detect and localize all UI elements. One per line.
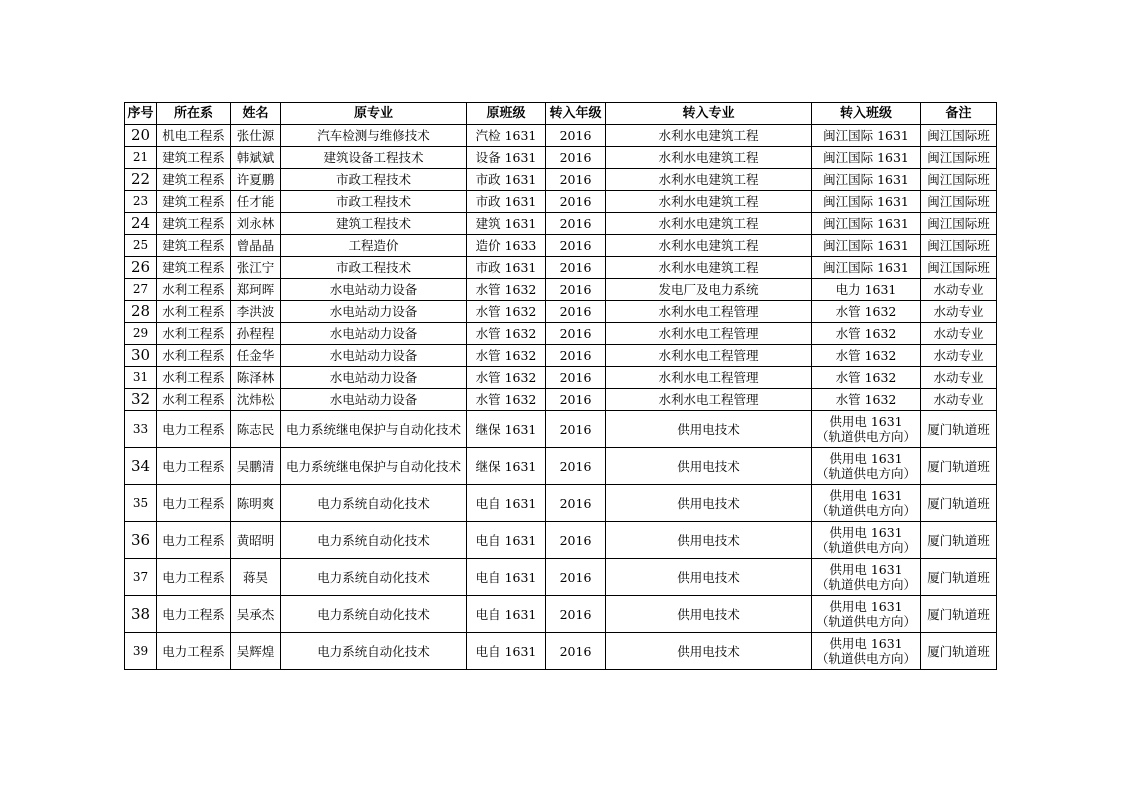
table-row: [125, 213, 997, 235]
row-note: 厦门轨道班: [921, 559, 997, 596]
row-note: 闽江国际班: [921, 191, 997, 213]
row-new-major: 水利水电工程管理: [606, 301, 812, 323]
row-orig-major: 电力系统自动化技术: [281, 596, 467, 633]
row-new-major: 供用电技术: [606, 596, 812, 633]
row-note: 水动专业: [921, 279, 997, 301]
row-note: 厦门轨道班: [921, 411, 997, 448]
row-new-class: [812, 559, 921, 596]
row-seq: 39: [125, 633, 157, 670]
row-new-major: 供用电技术: [606, 559, 812, 596]
row-new-major: 供用电技术: [606, 411, 812, 448]
row-note: 闽江国际班: [921, 213, 997, 235]
row-orig-class: 电自 1631: [467, 559, 546, 596]
row-orig-class: 市政 1631: [467, 169, 546, 191]
row-seq: 33: [125, 411, 157, 448]
row-new-major: 水利水电建筑工程: [606, 235, 812, 257]
row-orig-major: 汽车检测与维修技术: [281, 125, 467, 147]
row-orig-major: 市政工程技术: [281, 191, 467, 213]
row-seq: 32: [125, 389, 157, 411]
row-seq: 31: [125, 367, 157, 389]
row-dept: 建筑工程系: [157, 191, 231, 213]
row-orig-major: 水电站动力设备: [281, 389, 467, 411]
row-new-class: 闽江国际 1631: [812, 235, 921, 257]
row-name: 李洪波: [231, 301, 281, 323]
row-dept: 电力工程系: [157, 485, 231, 522]
row-seq: 28: [125, 301, 157, 323]
row-orig-class: 电自 1631: [467, 596, 546, 633]
row-seq: 24: [125, 213, 157, 235]
row-seq: 23: [125, 191, 157, 213]
row-note: 闽江国际班: [921, 147, 997, 169]
row-name: 许夏鹏: [231, 169, 281, 191]
row-name: 吴承杰: [231, 596, 281, 633]
row-new-class: [812, 448, 921, 485]
table-row: [125, 169, 997, 191]
row-orig-class: 水管 1632: [467, 279, 546, 301]
row-grade: 2016: [546, 257, 606, 279]
table-row: [125, 257, 997, 279]
new-class-direction: （轨道供电方向）: [815, 651, 916, 666]
table-row: [125, 448, 997, 485]
table-row: [125, 345, 997, 367]
row-orig-major: 水电站动力设备: [281, 323, 467, 345]
row-grade: 2016: [546, 559, 606, 596]
row-orig-class: 继保 1631: [467, 411, 546, 448]
row-note: 厦门轨道班: [921, 633, 997, 670]
row-name: 韩斌斌: [231, 147, 281, 169]
new-class-direction: （轨道供电方向）: [815, 540, 916, 555]
row-seq: 38: [125, 596, 157, 633]
row-seq: 22: [125, 169, 157, 191]
row-new-class: 水管 1632: [812, 367, 921, 389]
row-dept: 电力工程系: [157, 633, 231, 670]
new-class-direction: （轨道供电方向）: [815, 429, 916, 444]
row-seq: 25: [125, 235, 157, 257]
row-seq: 34: [125, 448, 157, 485]
table-row: [125, 633, 997, 670]
table-row: [125, 235, 997, 257]
row-new-major: 水利水电建筑工程: [606, 169, 812, 191]
row-new-major: 水利水电建筑工程: [606, 213, 812, 235]
new-class-main: 供用电 1631: [829, 451, 903, 466]
row-dept: 电力工程系: [157, 411, 231, 448]
row-dept: 水利工程系: [157, 301, 231, 323]
new-class-main: 供用电 1631: [829, 414, 903, 429]
table-row: [125, 559, 997, 596]
row-orig-class: 电自 1631: [467, 485, 546, 522]
row-new-major: 供用电技术: [606, 633, 812, 670]
row-grade: 2016: [546, 596, 606, 633]
row-orig-class: 水管 1632: [467, 323, 546, 345]
row-grade: 2016: [546, 279, 606, 301]
table-row: [125, 596, 997, 633]
row-orig-class: 水管 1632: [467, 367, 546, 389]
row-orig-major: 电力系统继电保护与自动化技术: [281, 411, 467, 448]
row-new-major: 供用电技术: [606, 522, 812, 559]
row-orig-class: 水管 1632: [467, 389, 546, 411]
row-name: 任才能: [231, 191, 281, 213]
row-orig-major: 建筑工程技术: [281, 213, 467, 235]
row-name: 黄昭明: [231, 522, 281, 559]
row-new-class: 闽江国际 1631: [812, 213, 921, 235]
header-name: 姓名: [231, 103, 281, 125]
header-note: 备注: [921, 103, 997, 125]
row-new-class: 水管 1632: [812, 301, 921, 323]
row-note: 厦门轨道班: [921, 522, 997, 559]
row-grade: 2016: [546, 448, 606, 485]
row-dept: 建筑工程系: [157, 169, 231, 191]
row-name: 张仕源: [231, 125, 281, 147]
row-seq: 35: [125, 485, 157, 522]
row-new-major: 水利水电建筑工程: [606, 257, 812, 279]
row-new-class: [812, 596, 921, 633]
row-orig-class: 市政 1631: [467, 191, 546, 213]
row-new-class: 水管 1632: [812, 345, 921, 367]
row-name: 沈炜松: [231, 389, 281, 411]
row-note: 水动专业: [921, 345, 997, 367]
row-name: 吴鹏清: [231, 448, 281, 485]
row-note: 厦门轨道班: [921, 448, 997, 485]
row-note: 闽江国际班: [921, 125, 997, 147]
row-seq: 30: [125, 345, 157, 367]
table-row: [125, 125, 997, 147]
row-grade: 2016: [546, 169, 606, 191]
row-new-major: 水利水电工程管理: [606, 345, 812, 367]
row-note: 闽江国际班: [921, 235, 997, 257]
row-name: 陈泽林: [231, 367, 281, 389]
row-dept: 电力工程系: [157, 448, 231, 485]
header-seq: 序号: [125, 103, 157, 125]
row-orig-major: 电力系统自动化技术: [281, 633, 467, 670]
row-dept: 水利工程系: [157, 389, 231, 411]
row-new-class: 闽江国际 1631: [812, 257, 921, 279]
row-dept: 电力工程系: [157, 522, 231, 559]
row-name: 陈明爽: [231, 485, 281, 522]
row-seq: 20: [125, 125, 157, 147]
row-grade: 2016: [546, 389, 606, 411]
table-row: [125, 323, 997, 345]
row-orig-major: 电力系统自动化技术: [281, 485, 467, 522]
row-new-major: 供用电技术: [606, 485, 812, 522]
row-orig-class: 水管 1632: [467, 345, 546, 367]
row-new-class: 闽江国际 1631: [812, 125, 921, 147]
row-orig-class: 造价 1633: [467, 235, 546, 257]
row-orig-class: 汽检 1631: [467, 125, 546, 147]
row-new-class: [812, 411, 921, 448]
row-note: 厦门轨道班: [921, 485, 997, 522]
row-grade: 2016: [546, 367, 606, 389]
row-new-class: 闽江国际 1631: [812, 191, 921, 213]
row-seq: 37: [125, 559, 157, 596]
table-row: [125, 191, 997, 213]
row-new-major: 水利水电建筑工程: [606, 125, 812, 147]
row-grade: 2016: [546, 235, 606, 257]
new-class-direction: （轨道供电方向）: [815, 614, 916, 629]
row-orig-major: 水电站动力设备: [281, 345, 467, 367]
row-new-major: 水利水电工程管理: [606, 323, 812, 345]
row-dept: 电力工程系: [157, 596, 231, 633]
header-grade: 转入年级: [546, 103, 606, 125]
row-orig-class: 水管 1632: [467, 301, 546, 323]
row-note: 厦门轨道班: [921, 596, 997, 633]
row-new-major: 水利水电建筑工程: [606, 191, 812, 213]
new-class-main: 供用电 1631: [829, 636, 903, 651]
row-orig-class: 电自 1631: [467, 633, 546, 670]
table-row: [125, 485, 997, 522]
row-seq: 21: [125, 147, 157, 169]
header-orig-major: 原专业: [281, 103, 467, 125]
row-note: 水动专业: [921, 367, 997, 389]
row-seq: 26: [125, 257, 157, 279]
table-row: [125, 522, 997, 559]
row-new-class: [812, 485, 921, 522]
row-seq: 29: [125, 323, 157, 345]
row-new-major: 发电厂及电力系统: [606, 279, 812, 301]
row-grade: 2016: [546, 411, 606, 448]
row-grade: 2016: [546, 345, 606, 367]
new-class-main: 供用电 1631: [829, 488, 903, 503]
row-note: 水动专业: [921, 323, 997, 345]
new-class-main: 供用电 1631: [829, 599, 903, 614]
new-class-direction: （轨道供电方向）: [815, 503, 916, 518]
new-class-main: 供用电 1631: [829, 562, 903, 577]
row-orig-major: 水电站动力设备: [281, 301, 467, 323]
header-dept: 所在系: [157, 103, 231, 125]
row-orig-class: 设备 1631: [467, 147, 546, 169]
row-name: 吴辉煌: [231, 633, 281, 670]
row-grade: 2016: [546, 147, 606, 169]
new-class-direction: （轨道供电方向）: [815, 466, 916, 481]
row-orig-class: 电自 1631: [467, 522, 546, 559]
table-row: [125, 367, 997, 389]
row-new-class: 水管 1632: [812, 323, 921, 345]
row-dept: 水利工程系: [157, 279, 231, 301]
row-orig-major: 水电站动力设备: [281, 279, 467, 301]
row-orig-class: 继保 1631: [467, 448, 546, 485]
row-orig-class: 市政 1631: [467, 257, 546, 279]
row-seq: 36: [125, 522, 157, 559]
row-note: 闽江国际班: [921, 169, 997, 191]
row-note: 水动专业: [921, 389, 997, 411]
table-row: [125, 147, 997, 169]
new-class-direction: （轨道供电方向）: [815, 577, 916, 592]
row-new-major: 水利水电工程管理: [606, 367, 812, 389]
row-grade: 2016: [546, 522, 606, 559]
row-name: 孙程程: [231, 323, 281, 345]
row-orig-major: 电力系统继电保护与自动化技术: [281, 448, 467, 485]
row-name: 曾晶晶: [231, 235, 281, 257]
row-dept: 建筑工程系: [157, 257, 231, 279]
row-dept: 机电工程系: [157, 125, 231, 147]
row-new-class: 电力 1631: [812, 279, 921, 301]
row-new-class: 闽江国际 1631: [812, 169, 921, 191]
header-new-class: 转入班级: [812, 103, 921, 125]
row-orig-major: 电力系统自动化技术: [281, 559, 467, 596]
row-dept: 水利工程系: [157, 367, 231, 389]
row-orig-major: 市政工程技术: [281, 257, 467, 279]
row-grade: 2016: [546, 125, 606, 147]
header-orig-class: 原班级: [467, 103, 546, 125]
row-orig-major: 建筑设备工程技术: [281, 147, 467, 169]
new-class-main: 供用电 1631: [829, 525, 903, 540]
row-name: 郑珂晖: [231, 279, 281, 301]
row-name: 刘永林: [231, 213, 281, 235]
row-orig-class: 建筑 1631: [467, 213, 546, 235]
row-dept: 建筑工程系: [157, 235, 231, 257]
row-orig-major: 工程造价: [281, 235, 467, 257]
header-new-major: 转入专业: [606, 103, 812, 125]
row-new-major: 供用电技术: [606, 448, 812, 485]
row-orig-major: 市政工程技术: [281, 169, 467, 191]
row-dept: 建筑工程系: [157, 147, 231, 169]
row-grade: 2016: [546, 191, 606, 213]
table-header-row: [125, 103, 997, 125]
table-row: [125, 279, 997, 301]
row-dept: 建筑工程系: [157, 213, 231, 235]
table-row: [125, 411, 997, 448]
row-grade: 2016: [546, 301, 606, 323]
row-grade: 2016: [546, 323, 606, 345]
row-dept: 电力工程系: [157, 559, 231, 596]
row-new-class: 水管 1632: [812, 389, 921, 411]
row-name: 陈志民: [231, 411, 281, 448]
row-name: 任金华: [231, 345, 281, 367]
row-orig-major: 电力系统自动化技术: [281, 522, 467, 559]
row-name: 张江宁: [231, 257, 281, 279]
table-row: [125, 389, 997, 411]
row-new-class: 闽江国际 1631: [812, 147, 921, 169]
transfer-table: [124, 102, 997, 670]
row-grade: 2016: [546, 485, 606, 522]
row-new-major: 水利水电建筑工程: [606, 147, 812, 169]
row-orig-major: 水电站动力设备: [281, 367, 467, 389]
row-dept: 水利工程系: [157, 345, 231, 367]
table-row: [125, 301, 997, 323]
row-grade: 2016: [546, 633, 606, 670]
row-grade: 2016: [546, 213, 606, 235]
row-dept: 水利工程系: [157, 323, 231, 345]
row-new-class: [812, 522, 921, 559]
row-name: 蒋昊: [231, 559, 281, 596]
row-note: 闽江国际班: [921, 257, 997, 279]
row-new-class: [812, 633, 921, 670]
row-seq: 27: [125, 279, 157, 301]
row-new-major: 水利水电工程管理: [606, 389, 812, 411]
row-note: 水动专业: [921, 301, 997, 323]
